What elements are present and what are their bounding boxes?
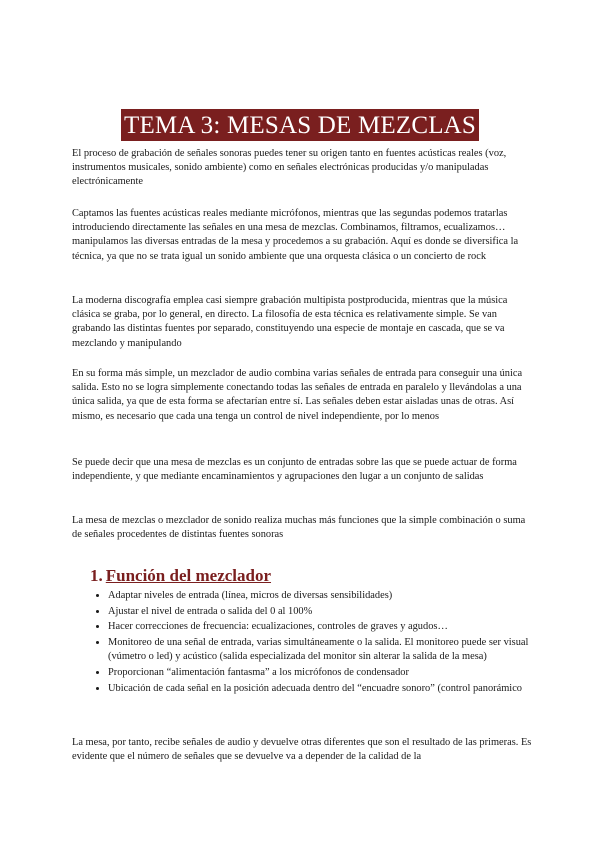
list-item: • Monitoreo de una señal de entrada, varias simultáneamente o la salida. El monitoreo puede ser visual (vúmetro o led) y acústico (salida especializada del monitor sin alterar la salida de la mesa)	[108, 636, 550, 664]
document-title: TEMA 3: MESAS DE MEZCLAS	[121, 109, 479, 141]
section-heading-text: Función del mezclador	[105, 566, 272, 585]
list-item: • Ubicación de cada señal en la posición adecuada dentro del “encuadre sonoro” (control panorámico	[108, 682, 550, 696]
section-heading	[90, 565, 271, 587]
list-item: • Proporcionan “alimentación fantasma” a los micrófonos de condensador	[108, 666, 550, 680]
paragraph-6: La mesa de mezclas o mezclador de sonido realiza muchas más funciones que la simple combinación o suma de señales procedentes de distintas fuentes sonoras	[72, 515, 526, 541]
list-item: • Hacer correcciones de frecuencia: ecualizaciones, controles de graves y agudos…	[108, 620, 550, 634]
list-item: • Adaptar niveles de entrada (línea, micros de diversas sensibilidades)	[108, 589, 550, 603]
paragraph-3: La moderna discografía emplea casi siempre grabación multipista postproducida, mientras que la música clásica se graba, por lo general, en directo. La filosofía de esta técnica es relativamente simple. Se van grabando las distintas fuentes por separado, constituyendo una especie de montaje en cascada, que se va mezclando y manipulando	[72, 295, 508, 349]
title-wrapper	[0, 109, 600, 141]
paragraph-final: La mesa, por tanto, recibe señales de audio y devuelve otras diferentes que son el resultado de las primeras. Es evidente que el número de señales que se devuelve va a depender de la calidad de la	[72, 737, 532, 763]
section-number: 1.	[90, 566, 103, 585]
paragraph-1: El proceso de grabación de señales sonoras puedes tener su origen tanto en fuentes acústicas reales (voz, instrumentos musicales, sonido ambiente) como en señales electrónicas producidas y/o manipuladas electrónicamente	[72, 148, 507, 188]
function-list	[90, 589, 550, 697]
paragraph-2: Captamos las fuentes acústicas reales mediante micrófonos, mientras que las segundas podemos tratarlas introduciendo directamente las señales en una mesa de mezclas. Combinamos, filtramos, ecualizamos… manipulamos las diversas entradas de la mesa y procedemos a su grabación. Aquí es donde se diversifica la técnica, ya que no se trata igual un sonido ambiente que una orquesta clásica o un concierto de rock	[72, 208, 519, 262]
paragraph-5: Se puede decir que una mesa de mezclas es un conjunto de entradas sobre las que se puede actuar de forma independiente, y que mediante encaminamientos y agrupaciones den lugar a un conjunto de salidas	[72, 457, 517, 483]
paragraph-4: En su forma más simple, un mezclador de audio combina varias señales de entrada para conseguir una única salida. Esto no se logra simplemente conectando todas las señales de entrada en paralelo y llevándolas a una única salida, ya que de esta forma se afectarían entre sí. Las señales deben estar aisladas unas de otras. Así mismo, es necesario que cada una tenga un control de nivel independiente, por lo menos	[72, 368, 523, 422]
list-item: • Ajustar el nivel de entrada o salida del 0 al 100%	[108, 605, 550, 619]
